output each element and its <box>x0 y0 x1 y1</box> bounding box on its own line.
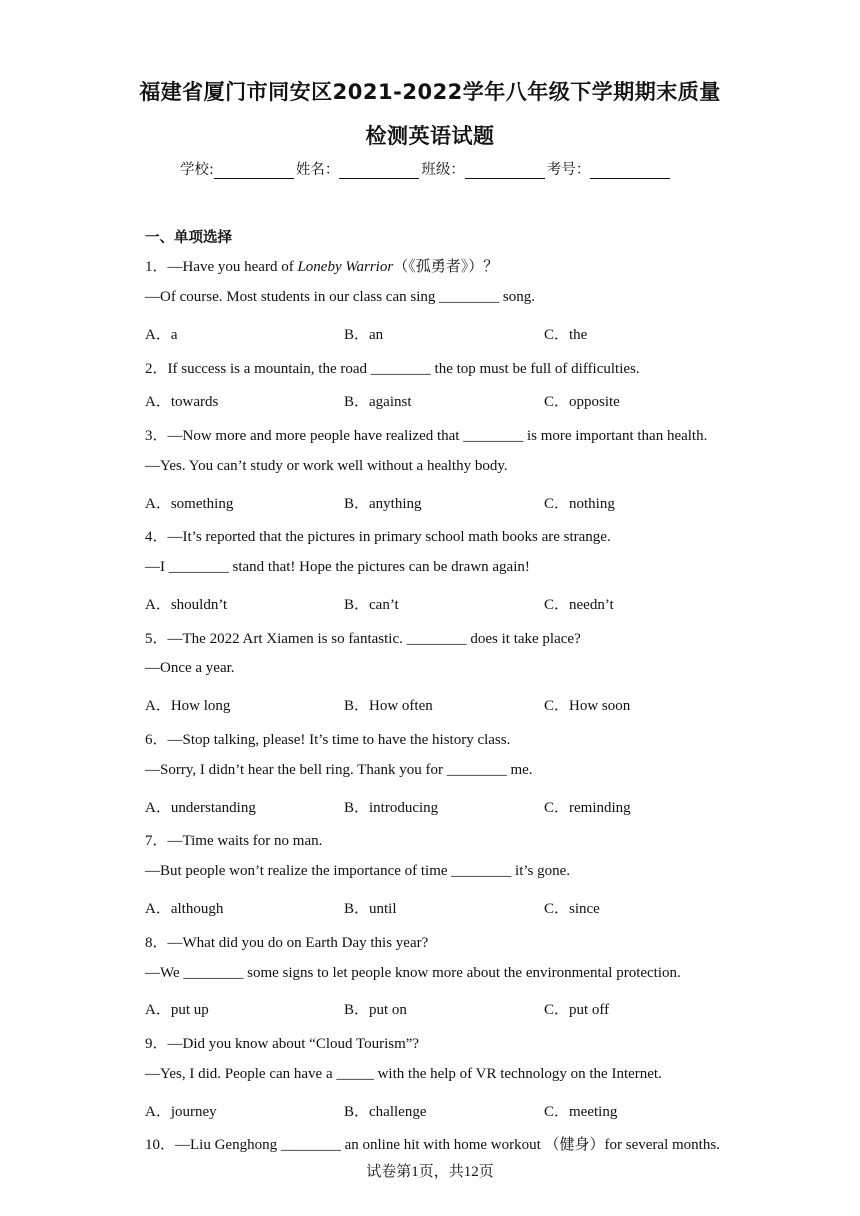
q6-option-a: A．understanding <box>145 800 256 816</box>
school-blank <box>214 164 294 179</box>
page-title-line2: 检测英语试题 <box>365 124 495 148</box>
question-5-reply: —Once a year. <box>145 660 235 676</box>
q4-option-b: B．can’t <box>344 597 399 613</box>
q2-option-a: A．towards <box>145 394 219 410</box>
q1-song-title: Loneby Warrior <box>297 259 394 275</box>
school-label: 学校: <box>180 162 214 178</box>
class-label: 班级： <box>421 162 465 178</box>
q4-option-a: A．shouldn’t <box>145 597 228 613</box>
q3-option-b: B．anything <box>344 496 422 512</box>
q1-option-a: A．a <box>145 327 178 343</box>
exam-number-label: 考号： <box>546 162 591 178</box>
q7-option-a: A．although <box>145 901 224 917</box>
q5-option-b: B．How often <box>344 698 433 714</box>
q2-option-b: B．against <box>344 394 412 410</box>
question-6-reply: —Sorry, I didn’t hear the bell ring. Thank you for ________ me. <box>145 762 533 778</box>
class-blank <box>465 164 545 179</box>
question-7-reply: —But people won’t realize the importance of time ________ it’s gone. <box>145 863 571 879</box>
q7-option-b: B．until <box>344 901 397 917</box>
q1-option-c: C．the <box>544 327 588 343</box>
question-8-stem: 8．—What did you do on Earth Day this year? <box>145 935 429 951</box>
question-6-stem: 6．—Stop talking, please! It’s time to have the history class. <box>145 732 511 748</box>
q3-option-c: C．nothing <box>544 496 615 512</box>
question-7-stem: 7．—Time waits for no man. <box>145 833 323 849</box>
question-3-reply: —Yes. You can’t study or work well without a healthy body. <box>145 458 508 474</box>
q9-option-a: A．journey <box>145 1104 217 1120</box>
section-title: 一、单项选择 <box>145 230 232 246</box>
question-5-stem: 5．—The 2022 Art Xiamen is so fantastic. ________ does it take place? <box>145 631 581 647</box>
q7-option-c: C．since <box>544 901 600 917</box>
q9-option-b: B．challenge <box>344 1104 427 1120</box>
question-9-reply: —Yes, I did. People can have a _____ with the help of VR technology on the Internet. <box>145 1066 662 1082</box>
question-2-stem: 2．If success is a mountain, the road ________ the top must be full of difficulties. <box>145 361 640 377</box>
question-1-reply: —Of course. Most students in our class can sing ________ song. <box>145 289 535 305</box>
student-info-row <box>180 158 672 179</box>
q8-option-c: C．put off <box>544 1002 610 1018</box>
question-8-reply: —We ________ some signs to let people know more about the environmental protection. <box>145 965 681 981</box>
name-blank <box>339 164 419 179</box>
page-title-line1: 福建省厦门市同安区2021-2022学年八年级下学期期末质量 <box>139 80 721 104</box>
q3-option-a: A．something <box>145 496 234 512</box>
name-label: 姓名： <box>295 162 340 178</box>
question-4-reply: —I ________ stand that! Hope the pictures can be drawn again! <box>145 559 530 575</box>
q9-option-c: C．meeting <box>544 1104 618 1120</box>
q1-option-b: B．an <box>344 327 384 343</box>
exam-number-blank <box>590 164 670 179</box>
question-4-stem: 4．—It’s reported that the pictures in primary school math books are strange. <box>145 529 611 545</box>
q8-option-a: A．put up <box>145 1002 209 1018</box>
question-10-stem: 10．—Liu Genghong ________ an online hit with home workout （健身）for several months. <box>145 1137 720 1153</box>
q6-option-c: C．reminding <box>544 800 631 816</box>
q5-option-a: A．How long <box>145 698 231 714</box>
question-9-stem: 9．—Did you know about “Cloud Tourism”? <box>145 1036 420 1052</box>
page-footer: 试卷第1页，共12页 <box>366 1164 494 1180</box>
q4-option-c: C．needn’t <box>544 597 614 613</box>
q2-option-c: C．opposite <box>544 394 620 410</box>
question-1-stem <box>145 255 498 276</box>
q1-text-end: （《孤勇者》）？ <box>393 259 499 275</box>
q1-text: 1．—Have you heard of <box>145 259 298 275</box>
q5-option-c: C．How soon <box>544 698 631 714</box>
q8-option-b: B．put on <box>344 1002 407 1018</box>
question-3-stem: 3．—Now more and more people have realized that ________ is more important than health. <box>145 428 708 444</box>
q6-option-b: B．introducing <box>344 800 439 816</box>
